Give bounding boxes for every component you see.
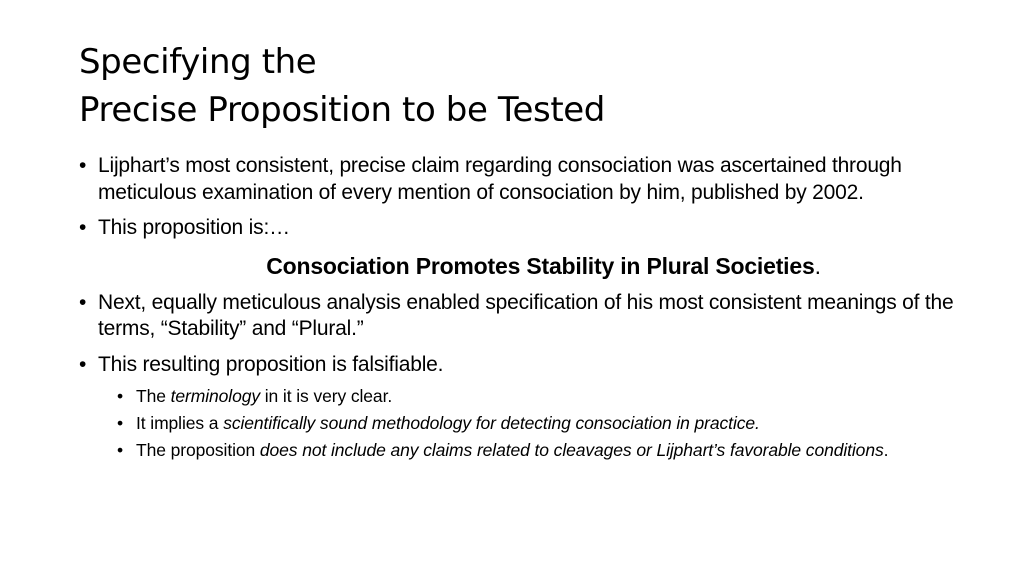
title-line-2: Precise Proposition to be Tested [79, 90, 605, 130]
subbullet-cleavages [117, 439, 989, 461]
subbullet-terminology-em: terminology [170, 386, 260, 406]
proposition-text: Consociation Promotes Stability in Plural Societies [266, 252, 815, 279]
bullet-meanings-analysis: • Next, equally meticulous analysis enabled specification of his most consistent meanings of the terms, “Stability” and “Plural.” [79, 290, 989, 343]
proposition-statement [79, 251, 989, 281]
bullet-lijphart-claim: • Lijphart’s most consistent, precise claim regarding consociation was ascertained through meticulous examination of every mention of consociation by him, published by 2002. [79, 153, 989, 206]
subbullet-methodology [117, 412, 989, 434]
subbullet-methodology-pre: It implies a [136, 413, 224, 433]
subbullet-terminology-post: in it is very clear. [259, 386, 393, 406]
bullet-falsifiable: • This resulting proposition is falsifiable. [79, 352, 989, 379]
slide-title [79, 38, 979, 134]
proposition-period: . [814, 252, 821, 279]
subbullet-methodology-em: scientifically sound methodology for detecting consociation in practice. [223, 413, 760, 433]
subbullet-terminology [117, 385, 989, 407]
slide-body [79, 153, 989, 461]
subbullet-terminology-pre: The [136, 386, 171, 406]
title-line-1: Specifying the [79, 42, 317, 82]
subbullet-cleavages-post: . [883, 440, 889, 460]
subbullet-cleavages-pre: The proposition [136, 440, 260, 460]
subbullet-cleavages-em: does not include any claims related to cleavages or Lijphart’s favorable conditions [259, 440, 884, 460]
bullet-this-proposition: • This proposition is:… [79, 215, 989, 242]
